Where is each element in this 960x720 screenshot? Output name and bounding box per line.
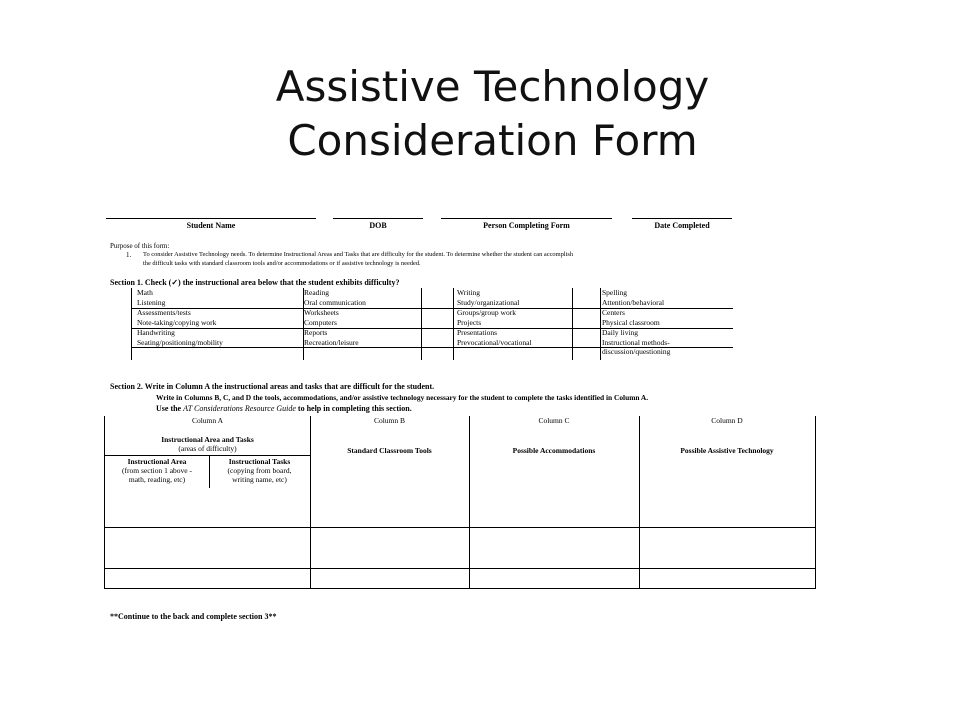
section-2-line-3-pre: Use the <box>156 404 184 413</box>
area-groups: Groups/group work <box>457 308 516 317</box>
section-2-heading: Section 2. Write in Column A the instructional areas and tasks that are difficult for the student. <box>110 382 435 391</box>
purpose-label: Purpose of this form: <box>110 242 170 250</box>
column-a-header: Instructional Area and Tasks <box>161 435 254 444</box>
area-writing: Writing <box>457 288 481 297</box>
instructional-area-header: Instructional Area <box>127 457 187 466</box>
area-assessments: Assessments/tests <box>137 308 191 317</box>
area-physical-classroom: Physical classroom <box>602 317 660 327</box>
section-2-table <box>104 416 816 589</box>
person-completing-field: Person Completing Form <box>441 218 612 235</box>
column-a-label: Column A <box>191 416 224 425</box>
purpose-line-1: To consider Assistive Technology needs. To determine Instructional Areas and Tasks that are difficulty for the student. To determine whether the student can accomplish <box>143 251 574 258</box>
area-instructional-methods: Instructional methods- <box>602 337 670 347</box>
continue-note: **Continue to the back and complete section 3** <box>110 612 277 621</box>
resource-guide-title: AT Considerations Resource Guide <box>183 404 296 413</box>
area-worksheets: Worksheets <box>304 308 339 317</box>
instructional-area-hint-2: math, reading, etc) <box>128 475 186 484</box>
area-attention: Attention/behavioral <box>602 297 665 307</box>
section-1-checklist <box>131 288 733 360</box>
area-reports: Reports <box>304 328 328 337</box>
area-computers: Computers <box>304 317 337 327</box>
purpose-line-2: the difficult tasks with standard classroom tools and/or accommodations or if assistive technology is needed. <box>143 260 421 267</box>
column-c-header: Possible Accommodations <box>512 446 596 455</box>
title-line-1: Assistive Technology <box>275 62 710 111</box>
area-seating: Seating/positioning/mobility <box>137 337 223 347</box>
area-listening: Listening <box>137 297 166 307</box>
date-completed-field: Date Completed <box>632 218 732 235</box>
area-projects: Projects <box>457 317 482 327</box>
area-handwriting: Handwriting <box>137 328 175 337</box>
instructional-tasks-header: Instructional Tasks <box>228 457 291 466</box>
column-c-label: Column C <box>538 416 570 425</box>
instructional-area-hint-1: (from section 1 above - <box>122 466 192 475</box>
area-presentations: Presentations <box>457 328 497 337</box>
area-recreation: Recreation/leisure <box>304 337 359 347</box>
section-2-line-3-post: to help in completing this section. <box>295 404 412 413</box>
section-1-heading: Section 1. Check (✓) the instructional area below that the student exhibits difficulty? <box>110 278 400 287</box>
area-math: Math <box>137 288 153 297</box>
slide-title <box>0 60 960 168</box>
instructional-tasks-hint-1: (copying from board, <box>227 466 292 475</box>
area-daily-living: Daily living <box>602 328 639 337</box>
column-d-header: Possible Assistive Technology <box>680 446 774 455</box>
area-oral-communication: Oral communication <box>304 297 366 307</box>
area-note-taking: Note-taking/copying work <box>137 317 217 327</box>
dob-field: DOB <box>333 218 423 235</box>
section-2-line-2: Write in Columns B, C, and D the tools, accommodations, and/or assistive technology necessary for the student to complete the tasks identified in Column A. <box>156 393 649 402</box>
column-b-label: Column B <box>373 416 406 425</box>
area-prevocational: Prevocational/vocational <box>457 337 532 347</box>
column-d-label: Column D <box>711 416 743 425</box>
column-b-header: Standard Classroom Tools <box>347 446 432 455</box>
instructional-tasks-hint-2: writing name, etc) <box>232 475 287 484</box>
section-2-line-3 <box>156 404 412 414</box>
area-reading: Reading <box>304 288 329 297</box>
purpose-number: 1. <box>126 251 132 259</box>
area-study: Study/organizational <box>457 297 520 307</box>
area-centers: Centers <box>602 308 625 317</box>
area-discussion: discussion/questioning <box>602 347 671 356</box>
title-line-2: Consideration Form <box>287 116 698 165</box>
area-spelling: Spelling <box>602 288 628 297</box>
column-a-subheader: (areas of difficulty) <box>178 444 237 453</box>
student-name-field: Student Name <box>106 218 316 235</box>
